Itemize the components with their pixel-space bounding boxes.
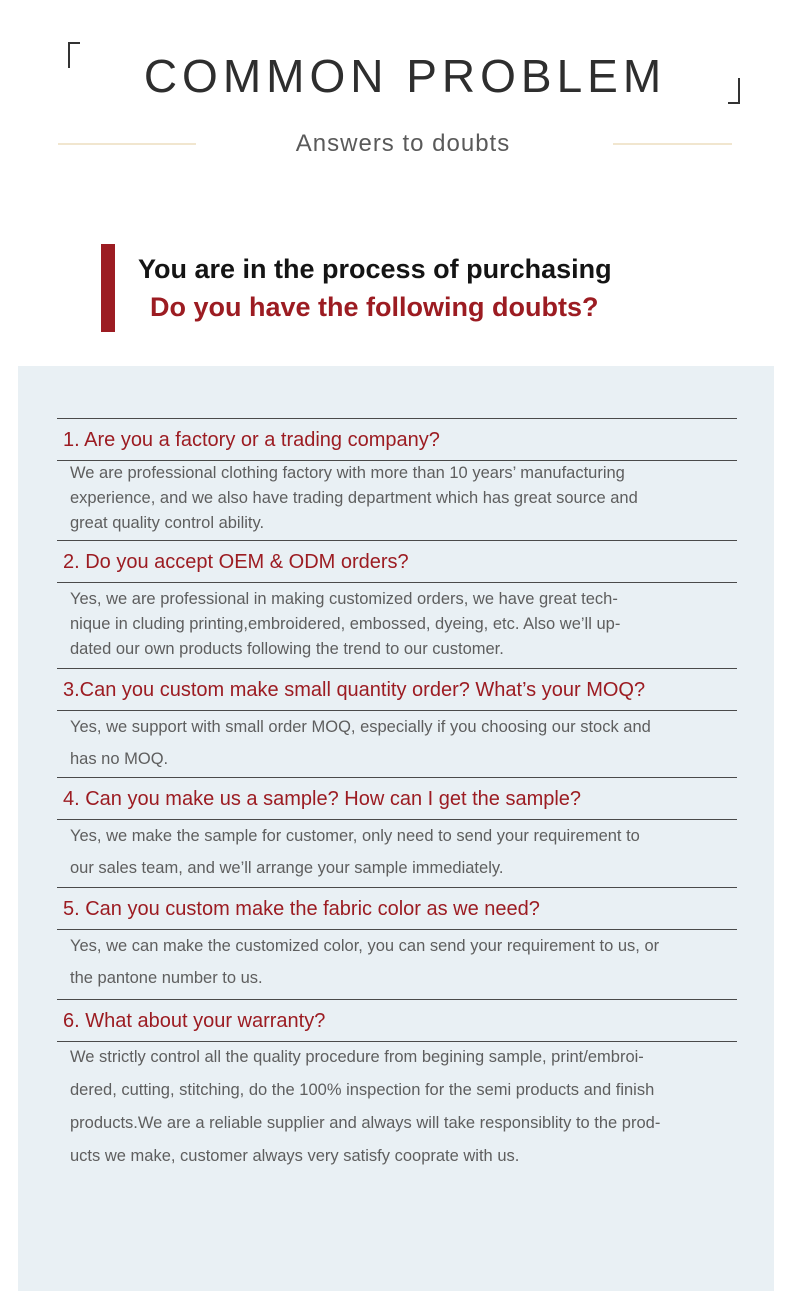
faq-question-3: 3.Can you custom make small quantity order? What’s your MOQ? (63, 679, 646, 701)
faq-answer-4 (70, 820, 676, 884)
answer-line: dated our own products following the trend to our customer. (70, 640, 504, 658)
faq-question-4: 4. Can you make us a sample? How can I get the sample? (63, 788, 582, 810)
lead-line-2: Do you have the following doubts? (150, 292, 599, 322)
faq-question-1: 1. Are you a factory or a trading company? (63, 429, 440, 451)
faq-divider (57, 999, 737, 1000)
faq-divider (57, 777, 737, 778)
answer-line: dered, cutting, stitching, do the 100% inspection for the semi products and finish (70, 1081, 655, 1099)
answer-line: Yes, we support with small order MOQ, especially if you choosing our stock and (70, 718, 651, 736)
accent-bar (101, 244, 115, 332)
answer-line: has no MOQ. (70, 750, 169, 768)
faq-question-6: 6. What about your warranty? (63, 1010, 326, 1032)
answer-line: ucts we make, customer always very satisfy cooprate with us. (70, 1147, 520, 1165)
answer-line: Yes, we are professional in making customized orders, we have great tech- (70, 590, 618, 608)
answer-line: experience, and we also have trading department which has great source and (70, 489, 638, 507)
answer-line: great quality control ability. (70, 514, 265, 532)
faq-answer-3 (70, 711, 676, 775)
faq-question-2: 2. Do you accept OEM & ODM orders? (63, 551, 409, 573)
page-subtitle: Answers to doubts (295, 130, 511, 157)
faq-answer-2 (70, 587, 676, 662)
answer-line: our sales team, and we’ll arrange your sample immediately. (70, 859, 504, 877)
faq-answer-1 (70, 461, 676, 536)
faq-answer-6 (70, 1041, 676, 1173)
answer-line: Yes, we can make the customized color, you can send your requirement to us, or (70, 937, 660, 955)
faq-divider (57, 418, 737, 419)
faq-divider (57, 887, 737, 888)
faq-divider (57, 540, 737, 541)
answer-line: We strictly control all the quality procedure from begining sample, print/embroi- (70, 1048, 644, 1066)
answer-line: Yes, we make the sample for customer, only need to send your requirement to (70, 827, 640, 845)
answer-line: products.We are a reliable supplier and always will take responsiblity to the prod- (70, 1114, 661, 1132)
answer-line: the pantone number to us. (70, 969, 263, 987)
answer-line: nique in cluding printing,embroidered, embossed, dyeing, etc. Also we’ll up- (70, 615, 621, 633)
faq-answer-5 (70, 930, 676, 994)
faq-question-5: 5. Can you custom make the fabric color as we need? (63, 898, 540, 920)
lead-line-1: You are in the process of purchasing (138, 254, 612, 284)
faq-divider (57, 668, 737, 669)
faq-divider (57, 582, 737, 583)
page-title: COMMON PROBLEM (143, 50, 667, 102)
answer-line: We are professional clothing factory with more than 10 years’ manufacturing (70, 464, 625, 482)
